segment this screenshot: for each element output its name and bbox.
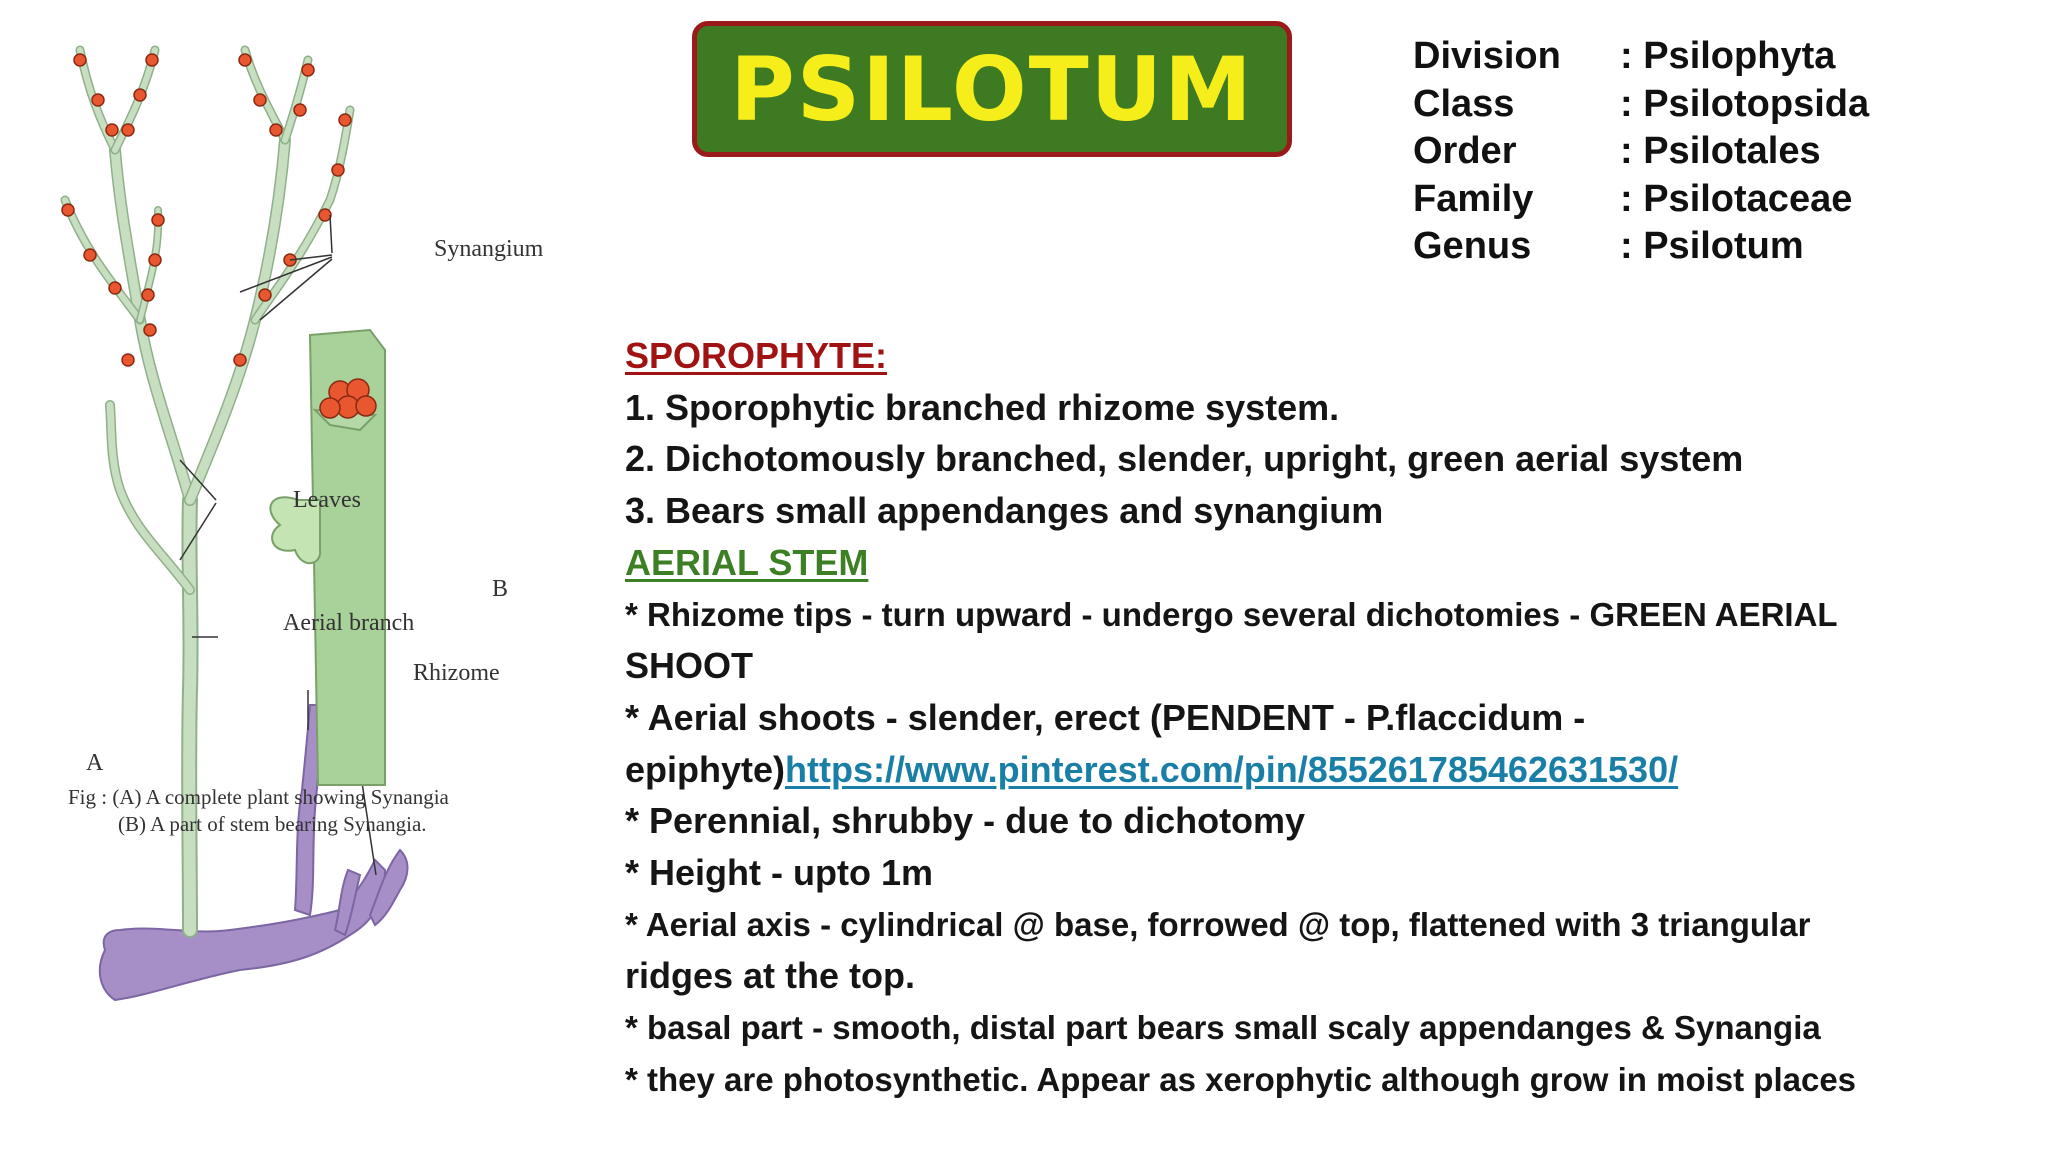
classification-value: : Psilotopsida: [1620, 82, 1870, 125]
notes-content: [625, 330, 2025, 1106]
aerial-stem-line: * they are photosynthetic. Appear as xerophytic although grow in moist places: [625, 1060, 1857, 1098]
aerial-stem-line: * Rhizome tips - turn upward - undergo several dichotomies - GREEN AERIAL: [625, 595, 1838, 633]
page-title: PSILOTUM: [730, 37, 1254, 141]
synangia-dots: [62, 54, 351, 366]
psilotum-figure: [40, 30, 600, 1110]
figure-caption-line1: Fig : (A) A complete plant showing Synangia: [68, 785, 449, 809]
aerial-stem-line: * basal part - smooth, distal part bears small scaly appendanges & Synangia: [625, 1009, 1821, 1047]
classification-key: Order: [1413, 130, 1517, 173]
classification-value: : Psilotum: [1620, 225, 1804, 268]
aerial-stem-line-prefix: epiphyte): [625, 748, 786, 790]
classification-row: [1413, 223, 1869, 271]
classification-row: [1413, 128, 1869, 176]
aerial-stem-line: * Height - upto 1m: [625, 852, 933, 894]
sporophyte-point: 2. Dichotomously branched, slender, upright, green aerial system: [625, 438, 1744, 480]
label-leaves: Leaves: [293, 487, 361, 513]
classification-key: Family: [1413, 177, 1534, 220]
title-banner: [692, 21, 1292, 157]
classification-value: : Psilophyta: [1620, 35, 1836, 78]
sporophyte-point: 1. Sporophytic branched rhizome system.: [625, 386, 1340, 428]
classification-row: [1413, 176, 1869, 224]
sporophyte-point: 3. Bears small appendanges and synangium: [625, 490, 1384, 532]
label-aerial-branch: Aerial branch: [283, 610, 415, 636]
aerial-stem-line: * Aerial axis - cylindrical @ base, forrowed @ top, flattened with 3 triangular: [625, 905, 1811, 943]
pinterest-link[interactable]: https://www.pinterest.com/pin/855261785462631530/: [785, 748, 1679, 790]
stem-part-b: [270, 330, 385, 785]
label-a: A: [86, 750, 104, 776]
aerial-stem-line: * Perennial, shrubby - due to dichotomy: [625, 800, 1306, 842]
figure-caption-line2: (B) A part of stem bearing Synangia.: [118, 812, 427, 836]
sporophyte-heading: SPOROPHYTE:: [625, 335, 888, 376]
classification-key: Genus: [1413, 225, 1532, 268]
plant-illustration: [40, 30, 600, 1110]
classification-table: [1413, 33, 1869, 271]
classification-key: Class: [1413, 82, 1515, 125]
aerial-stem-line: ridges at the top.: [625, 955, 916, 997]
aerial-stem-link-line: [625, 744, 2025, 796]
classification-row: [1413, 81, 1869, 129]
classification-value: : Psilotales: [1620, 130, 1821, 173]
aerial-stem-line: * Aerial shoots - slender, erect (PENDENT - P.flaccidum -: [625, 696, 1586, 738]
classification-key: Division: [1413, 35, 1561, 78]
aerial-stem-line: SHOOT: [625, 645, 754, 687]
label-rhizome: Rhizome: [413, 660, 500, 686]
classification-value: : Psilotaceae: [1620, 177, 1853, 220]
aerial-stem-heading: AERIAL STEM: [625, 541, 869, 583]
label-synangium: Synangium: [434, 236, 544, 262]
label-b: B: [492, 576, 509, 602]
classification-row: [1413, 33, 1869, 81]
